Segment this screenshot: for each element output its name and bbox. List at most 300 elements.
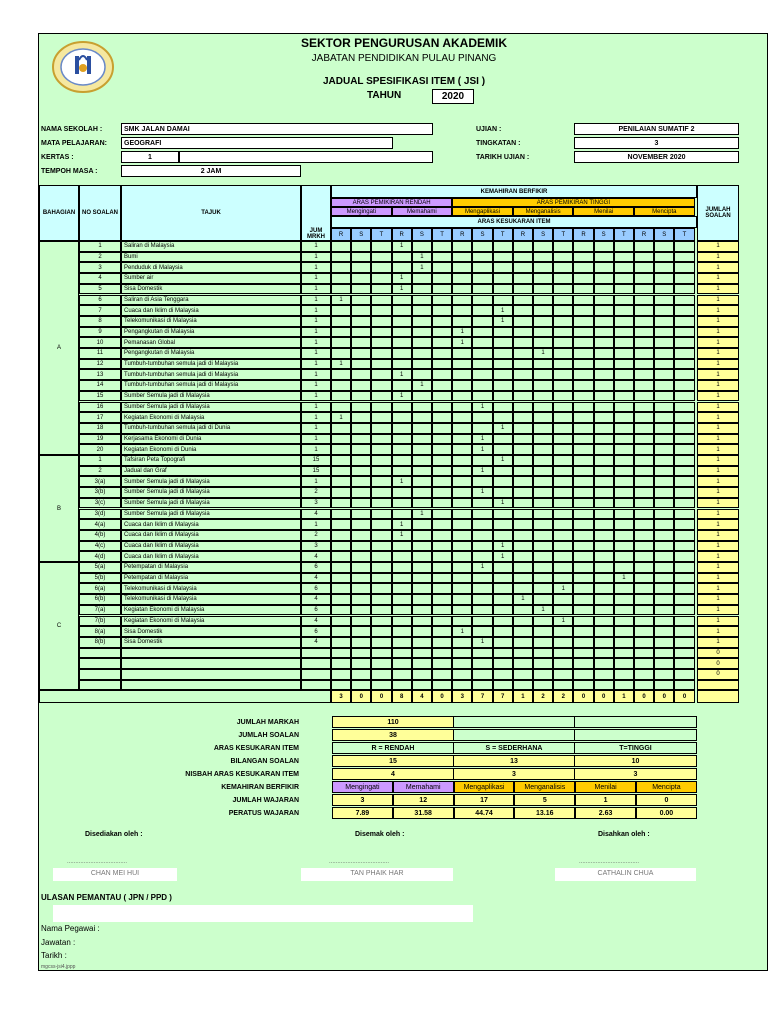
row-cell [392,648,412,659]
row-cell [513,509,533,520]
row-cell [674,359,694,370]
row-cell [634,391,654,402]
row-cell [594,316,614,327]
row-no: 19 [79,434,121,445]
row-cell [533,284,553,295]
subject-field[interactable]: GEOGRAFI [121,137,393,149]
row-cell [432,295,452,306]
row-cell [412,530,432,541]
row-jum: 6 [301,562,331,573]
row-jum: 2 [301,487,331,498]
row-jum: 15 [301,455,331,466]
bilangan-sederhana: 13 [454,755,575,767]
row-cell [351,583,371,594]
row-tajuk: Sumber Semula jadi di Malaysia [121,402,301,413]
total-cell: 3 [331,690,351,703]
row-cell [392,262,412,273]
row-cell [371,509,391,520]
total-cell: 1 [513,690,533,703]
row-tajuk: Telekomunikasi di Malaysia [121,594,301,605]
row-jum: 1 [301,369,331,380]
row-cell [594,487,614,498]
row-cell [513,519,533,530]
row-cell: 1 [331,412,351,423]
row-cell [432,616,452,627]
row-total: 1 [697,594,739,605]
row-cell [331,380,351,391]
row-cell [634,541,654,552]
row-cell [331,434,351,445]
peratus-mencipta: 0.00 [636,807,697,819]
wajaran-memahami: 12 [393,794,454,806]
row-cell [371,476,391,487]
row-cell [513,583,533,594]
approved-name[interactable]: CATHALIN CHUA [555,868,696,881]
row-cell [452,573,472,584]
row-cell [674,369,694,380]
row-cell [371,562,391,573]
row-cell [674,573,694,584]
row-cell [351,562,371,573]
row-cell [371,284,391,295]
row-cell [331,605,351,616]
header-kemahiran: KEMAHIRAN BERFIKIR [331,185,697,198]
row-jum: 1 [301,402,331,413]
row-cell [493,669,513,680]
row-cell [573,658,593,669]
row-cell [614,241,634,252]
row-jum: 4 [301,637,331,648]
row-no [79,658,121,669]
row-tajuk [121,680,301,691]
wajaran-mengaplikasi: 17 [454,794,515,806]
form-field[interactable]: 3 [574,137,739,149]
row-cell [654,337,674,348]
row-cell [412,498,432,509]
row-no: 1 [79,241,121,252]
row-cell [371,316,391,327]
row-cell [533,573,553,584]
row-cell [654,637,674,648]
row-cell [513,530,533,541]
row-cell [674,680,694,691]
aras-label: ARAS KESUKARAN ITEM [213,745,299,752]
row-cell [553,605,573,616]
row-cell [371,583,391,594]
row-cell [533,487,553,498]
row-cell [452,316,472,327]
row-total: 1 [697,444,739,455]
row-tajuk: Tumbuh-tumbuhan semula jadi di Malaysia [121,359,301,370]
row-cell [392,594,412,605]
row-total: 1 [697,573,739,584]
row-cell [493,444,513,455]
row-cell [432,669,452,680]
row-cell [331,562,351,573]
row-cell: 1 [472,487,492,498]
peratus-menilai: 2.63 [575,807,636,819]
row-cell [553,359,573,370]
row-total: 1 [697,380,739,391]
row-no: 6(a) [79,583,121,594]
row-total: 1 [697,519,739,530]
total-cell: 7 [472,690,492,703]
row-cell [432,498,452,509]
row-cell [452,476,472,487]
row-cell [452,530,472,541]
row-cell [513,487,533,498]
row-cell [553,637,573,648]
row-cell [371,519,391,530]
row-cell [432,327,452,338]
row-cell [371,605,391,616]
row-cell [594,252,614,263]
row-cell [472,273,492,284]
row-cell [412,669,432,680]
row-cell [533,476,553,487]
school-label: NAMA SEKOLAH : [41,126,103,133]
row-cell [573,583,593,594]
row-jum [301,669,331,680]
year-field[interactable]: 2020 [432,89,474,104]
row-cell [594,519,614,530]
level-t: T [553,228,573,241]
row-cell [634,316,654,327]
row-cell [412,626,432,637]
row-cell [493,680,513,691]
row-cell [553,476,573,487]
row-tajuk: Telekomunikasi di Malaysia [121,316,301,327]
row-cell: 1 [331,359,351,370]
row-cell: 1 [493,305,513,316]
row-cell [351,680,371,691]
form-label: TINGKATAN : [476,140,521,147]
row-cell [432,658,452,669]
row-no: 9 [79,327,121,338]
row-cell [674,626,694,637]
total-cell: 2 [533,690,553,703]
row-cell [553,391,573,402]
row-cell [493,359,513,370]
row-cell [553,284,573,295]
row-jum: 4 [301,551,331,562]
row-cell [472,295,492,306]
row-cell [533,541,553,552]
jsi-sheet [38,33,768,971]
row-cell [533,658,553,669]
total-cell: 4 [412,690,432,703]
total-cell: 8 [392,690,412,703]
row-tajuk: Kegiatan Ekonomi di Malaysia [121,605,301,616]
row-cell [573,402,593,413]
row-jum: 4 [301,509,331,520]
row-cell [493,348,513,359]
row-cell: 1 [392,391,412,402]
school-field[interactable]: SMK JALAN DAMAI [121,123,433,135]
row-cell [594,359,614,370]
row-cell [573,252,593,263]
row-cell [654,455,674,466]
row-no: 10 [79,337,121,348]
row-cell [351,498,371,509]
peratus-label: PERATUS WAJARAN [228,810,299,817]
row-cell: 1 [412,509,432,520]
row-cell: 1 [412,252,432,263]
row-cell [371,434,391,445]
row-no: 16 [79,402,121,413]
row-cell [634,262,654,273]
row-cell [351,519,371,530]
row-cell [452,295,472,306]
row-cell [553,273,573,284]
row-cell [573,573,593,584]
row-jum: 1 [301,284,331,295]
row-cell [594,273,614,284]
row-cell [634,476,654,487]
row-cell [634,498,654,509]
row-cell [614,551,634,562]
row-cell [331,455,351,466]
row-cell [654,273,674,284]
header-tinggi: ARAS PEMIKIRAN TINGGI [452,198,694,207]
row-cell [371,273,391,284]
row-cell [371,680,391,691]
ulasan-field[interactable] [53,905,473,922]
row-cell [674,669,694,680]
row-no [79,680,121,691]
checked-name[interactable]: TAN PHAIK HAR [301,868,453,881]
row-jum: 15 [301,466,331,477]
row-cell [573,369,593,380]
ulasan-label: ULASAN PEMANTAU ( JPN / PPD ) [41,893,172,902]
row-jum: 1 [301,262,331,273]
row-cell [614,466,634,477]
row-cell: 1 [392,369,412,380]
row-tajuk: Sisa Domestik [121,626,301,637]
row-cell [674,487,694,498]
row-total: 1 [697,498,739,509]
row-cell [452,658,472,669]
row-cell [493,252,513,263]
row-cell [392,348,412,359]
year-label: TAHUN [367,90,402,101]
summary-empty-cell [575,716,697,728]
row-cell [674,391,694,402]
row-cell [392,402,412,413]
row-cell [553,680,573,691]
exam-field[interactable]: PENILAIAN SUMATIF 2 [574,123,739,135]
row-cell [513,573,533,584]
row-cell [674,295,694,306]
level-t: T [432,228,452,241]
row-cell [412,551,432,562]
row-cell [533,680,553,691]
row-cell [654,444,674,455]
row-cell [533,509,553,520]
row-cell [412,648,432,659]
row-jum: 4 [301,573,331,584]
row-cell [371,455,391,466]
row-cell [513,252,533,263]
row-cell [371,648,391,659]
paper-field[interactable]: 1 [121,151,179,163]
row-jum: 3 [301,541,331,552]
aras-tinggi: T=TINGGI [575,742,697,754]
row-cell [614,498,634,509]
row-tajuk: Kerjasama Ekonomi di Dunia [121,434,301,445]
row-no: 8 [79,316,121,327]
row-cell [674,519,694,530]
row-cell [674,434,694,445]
row-cell [614,476,634,487]
row-cell [674,498,694,509]
row-cell [513,476,533,487]
row-cell [674,348,694,359]
row-cell [533,455,553,466]
row-cell [432,273,452,284]
row-cell [553,241,573,252]
total-cell: 0 [351,690,371,703]
row-cell [392,616,412,627]
row-no: 3(b) [79,487,121,498]
row-cell [371,444,391,455]
row-cell [533,337,553,348]
row-cell: 1 [412,262,432,273]
row-cell [533,648,553,659]
row-cell: 1 [533,348,553,359]
row-cell [654,680,674,691]
row-cell [573,498,593,509]
row-cell [513,273,533,284]
row-cell [392,295,412,306]
row-cell [533,402,553,413]
row-cell [472,262,492,273]
row-cell [594,680,614,691]
row-cell: 1 [493,455,513,466]
row-cell: 1 [472,562,492,573]
row-cell [614,519,634,530]
row-tajuk: Telekomunikasi di Malaysia [121,583,301,594]
row-cell [553,498,573,509]
row-total: 1 [697,412,739,423]
row-cell [432,444,452,455]
row-cell [331,669,351,680]
row-cell: 1 [412,380,432,391]
row-cell [452,551,472,562]
row-cell [493,380,513,391]
level-r: R [331,228,351,241]
row-cell [432,487,452,498]
row-cell [331,466,351,477]
row-cell [654,487,674,498]
row-cell [513,369,533,380]
skill-mengaplikasi: Mengaplikasi [452,207,513,216]
row-cell [452,369,472,380]
row-cell [351,241,371,252]
row-cell [674,616,694,627]
row-cell [634,380,654,391]
row-cell [533,305,553,316]
wajaran-mengingati: 3 [332,794,393,806]
kemahiran-label: KEMAHIRAN BERFIKIR [221,784,299,791]
row-cell [674,541,694,552]
skill-memahami: Memahami [392,207,453,216]
row-no [79,669,121,680]
row-cell [412,583,432,594]
row-tajuk: Cuaca dan Iklim di Malaysia [121,541,301,552]
row-cell [432,423,452,434]
row-cell [351,509,371,520]
row-cell [674,509,694,520]
row-cell [533,412,553,423]
row-no: 7 [79,305,121,316]
row-cell [513,626,533,637]
row-cell [432,434,452,445]
row-cell [674,252,694,263]
row-cell [331,348,351,359]
row-cell [513,391,533,402]
jumlah-markah-label: JUMLAH MARKAH [236,719,299,726]
row-cell [674,305,694,316]
row-cell [371,498,391,509]
wajaran-menilai: 1 [575,794,636,806]
row-total: 1 [697,348,739,359]
row-cell [654,541,674,552]
row-cell [573,444,593,455]
row-cell [412,680,432,691]
row-cell [513,498,533,509]
row-cell [472,348,492,359]
row-cell [331,369,351,380]
row-total: 1 [697,391,739,402]
row-cell [452,359,472,370]
row-tajuk: Sisa Domestik [121,284,301,295]
row-cell [533,551,553,562]
row-cell [553,423,573,434]
row-cell [452,583,472,594]
row-cell [573,434,593,445]
prepared-name[interactable]: CHAN MEI HUI [53,868,177,881]
row-cell [553,327,573,338]
row-cell [674,423,694,434]
jsi-table [39,185,768,700]
paper-extra-field[interactable] [179,151,433,163]
row-cell [654,327,674,338]
row-total: 1 [697,509,739,520]
row-tajuk: Penduduk di Malaysia [121,262,301,273]
total-cell: 2 [553,690,573,703]
row-cell [513,541,533,552]
row-cell [533,434,553,445]
nisbah-rendah: 4 [332,768,454,780]
row-cell [614,680,634,691]
row-cell [351,551,371,562]
date-field[interactable]: NOVEMBER 2020 [574,151,739,163]
row-cell [654,402,674,413]
row-cell [614,305,634,316]
row-cell [614,423,634,434]
row-cell: 1 [452,626,472,637]
row-cell [553,658,573,669]
skill-menganalisis: Menganalisis [513,207,574,216]
row-cell [452,594,472,605]
skill-menilai: Menilai [573,207,634,216]
time-field[interactable]: 2 JAM [121,165,301,177]
row-jum: 1 [301,295,331,306]
row-cell [573,626,593,637]
row-cell [614,509,634,520]
row-no: 4(d) [79,551,121,562]
